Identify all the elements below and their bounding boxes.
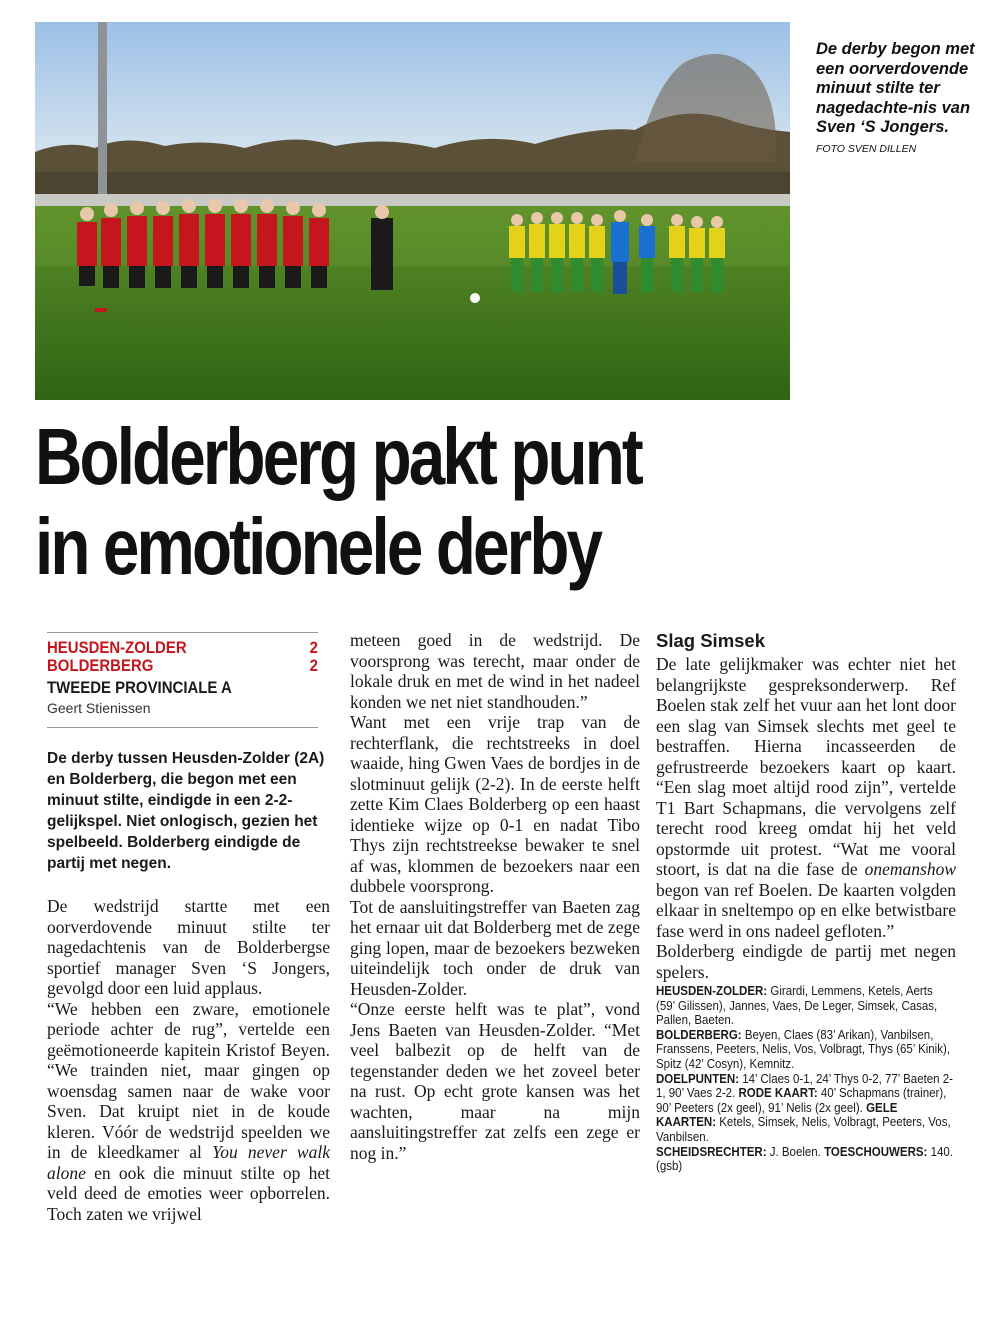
- column-1: [35, 626, 330, 1224]
- emphasis: onemanshow: [864, 859, 956, 879]
- away-team-name: BOLDERBERG: [47, 656, 154, 675]
- facts-label: RODE KAART:: [738, 1086, 818, 1101]
- paragraph: De wedstrijd startte met een oorverdovende minuut stilte ter nagedachtenis van de Bolderbergse sportief manager Sven ‘S Jongers, gevolgd door een luid applaus.: [47, 896, 330, 998]
- subheading: Slag Simsek: [656, 630, 766, 651]
- column-2-body: [350, 630, 640, 1163]
- facts-label: DOELPUNTEN:: [656, 1071, 740, 1086]
- song-title: You never walk alone: [47, 1142, 330, 1183]
- match-photo: [35, 22, 790, 400]
- paragraph-text: en ook die minuut stilte op het veld deed de emoties weer opborrelen. Toch zaten we vrijwel: [47, 1162, 330, 1224]
- away-team-score: 2: [309, 656, 318, 675]
- facts-value: Girardi, Lemmens, Ketels, Aerts (59’ Gilissen), Jannes, Vaes, De Leger, Simsek, Casas, Pallen, Baeten.: [656, 984, 938, 1028]
- facts-label: HEUSDEN-ZOLDER:: [656, 984, 768, 998]
- facts-value: J. Boelen.: [766, 1144, 825, 1159]
- scorebox: [35, 633, 330, 717]
- home-team-score: 2: [309, 638, 318, 657]
- photo-caption: [816, 40, 976, 157]
- scorebox-bottom-rule: [47, 727, 318, 728]
- facts-value: 14’ Claes 0-1, 24’ Thys 0-2, 77’ Baeten 2-1, 90’ Vaes 2-2.: [656, 1071, 954, 1101]
- facts-value: Ketels, Simsek, Nelis, Volbragt, Peeters, Vos, Vanbilsen.: [656, 1115, 951, 1144]
- headline-line-1: Bolderberg pakt punt: [35, 412, 641, 501]
- football-photo-icon: [35, 22, 790, 400]
- match-facts: [656, 984, 954, 1174]
- column-3-body: [656, 654, 956, 982]
- column-3: [656, 630, 956, 1174]
- facts-label: TOESCHOUWERS:: [824, 1144, 928, 1159]
- paragraph: Bolderberg eindigde de partij met negen spelers.: [656, 941, 956, 982]
- column-2: [350, 630, 640, 1163]
- author-byline: Geert Stienissen: [47, 700, 151, 716]
- away-team-row: [47, 657, 318, 675]
- paragraph-text: “We hebben een zware, emotionele periode achter de rug”, vertelde een geëmotioneerde kapitein Kristof Beyen. “We trainden niet, maar gingen op woensdag samen naar de wake voor Sven. Dat kruipt niet in de koude kleren. Vóór de wedstrijd speelden we in de kleedkamer al: [47, 998, 330, 1162]
- paragraph: meteen goed in de wedstrijd. De voorsprong was terecht, maar onder de lokale druk en met de wind in het nadeel konden we net niet standhouden.”: [350, 630, 640, 712]
- paragraph-text: De late gelijkmaker was echter niet het belangrijkste gespreksonderwerp. Ref Boelen stak zelf het vuur aan het lont door een slag van Simsek slechts met geel te bestraffen. Hierna incasseerden de gefrustreerde bezoekers kaart op kaart. “Een slag moet altijd rood zijn”, vertelde T1 Bart Schapmans, die vervolgens zelf terecht rood kreeg omdat hij het veld opstormde uit protest. “Wat me vooral stoort, is dat na die fase de: [656, 654, 956, 879]
- article-intro: De derby tussen Heusden-Zolder (2A) en Bolderberg, die begon met een minuut stilte, eindigde in een 2-2-gelijkspel. Niet onlogisch, gezien het spelbeeld. Bolderberg eindigde de partij met negen.: [47, 750, 325, 872]
- home-team-name: HEUSDEN-ZOLDER: [47, 638, 187, 657]
- paragraph: [656, 654, 956, 941]
- paragraph: Want met een vrije trap van de rechterflank, die rechtstreeks in doel waaide, hing Gwen Vaes de bordjes in de slotminuut gelijk (2-2). In de eerste helft zette Kim Claes Bolderberg op een haast identieke wijze op 0-1 en nadat Tibo Thys zijn rechtstreekse bewaker te snel af was, klommen de bezoekers naar een dubbele voorsprong.: [350, 712, 640, 896]
- division-label: TWEEDE PROVINCIALE A: [47, 678, 232, 697]
- facts-label: GELE KAARTEN:: [656, 1100, 898, 1130]
- caption-text: De derby begon met een oorverdovende minuut stilte ter nagedachte-nis van Sven ‘S Jongers.: [816, 40, 975, 136]
- paragraph-text: begon van ref Boelen. De kaarten volgden elkaar in sneltempo op en elke betwistbare fase werd in ons nadeel gefloten.”: [656, 879, 956, 941]
- facts-value: 40’ Schapmans (trainer), 90’ Peeters (2x geel), 91’ Nelis (2x geel).: [656, 1086, 947, 1115]
- paragraph: Tot de aansluitingstreffer van Baeten zag het ernaar uit dat Bolderberg met de zege ging lopen, maar de bezoekers bezweken uiteindelijk toch onder de druk van Heusden-Zolder.: [350, 896, 640, 999]
- column-1-body: [47, 896, 330, 1224]
- paragraph: [47, 999, 330, 1225]
- home-team-row: [47, 639, 318, 657]
- paragraph: “Onze eerste helft was te plat”, vond Jens Baeten van Heusden-Zolder. “Met veel balbezit op de helft van de tegenstander deden we het zoveel beter na rust. Op echt grote kansen was het wachten, maar na mijn aansluitingstreffer zat zelfs een zege er nog in.”: [350, 999, 640, 1163]
- photo-credit: FOTO SVEN DILLEN: [816, 142, 917, 155]
- headline-line-2: in emotionele derby: [35, 502, 601, 591]
- facts-value: Beyen, Claes (83’ Arikan), Vanbilsen, Franssens, Peeters, Nelis, Vos, Volbragt, Thys (65’ Kinik), Spitz (42’ Cosyn), Kemnitz.: [656, 1027, 951, 1071]
- headline: [35, 412, 806, 592]
- facts-label: BOLDERBERG:: [656, 1027, 742, 1042]
- facts-label: SCHEIDSRECHTER:: [656, 1144, 767, 1159]
- facts-value: 140. (gsb): [656, 1144, 953, 1174]
